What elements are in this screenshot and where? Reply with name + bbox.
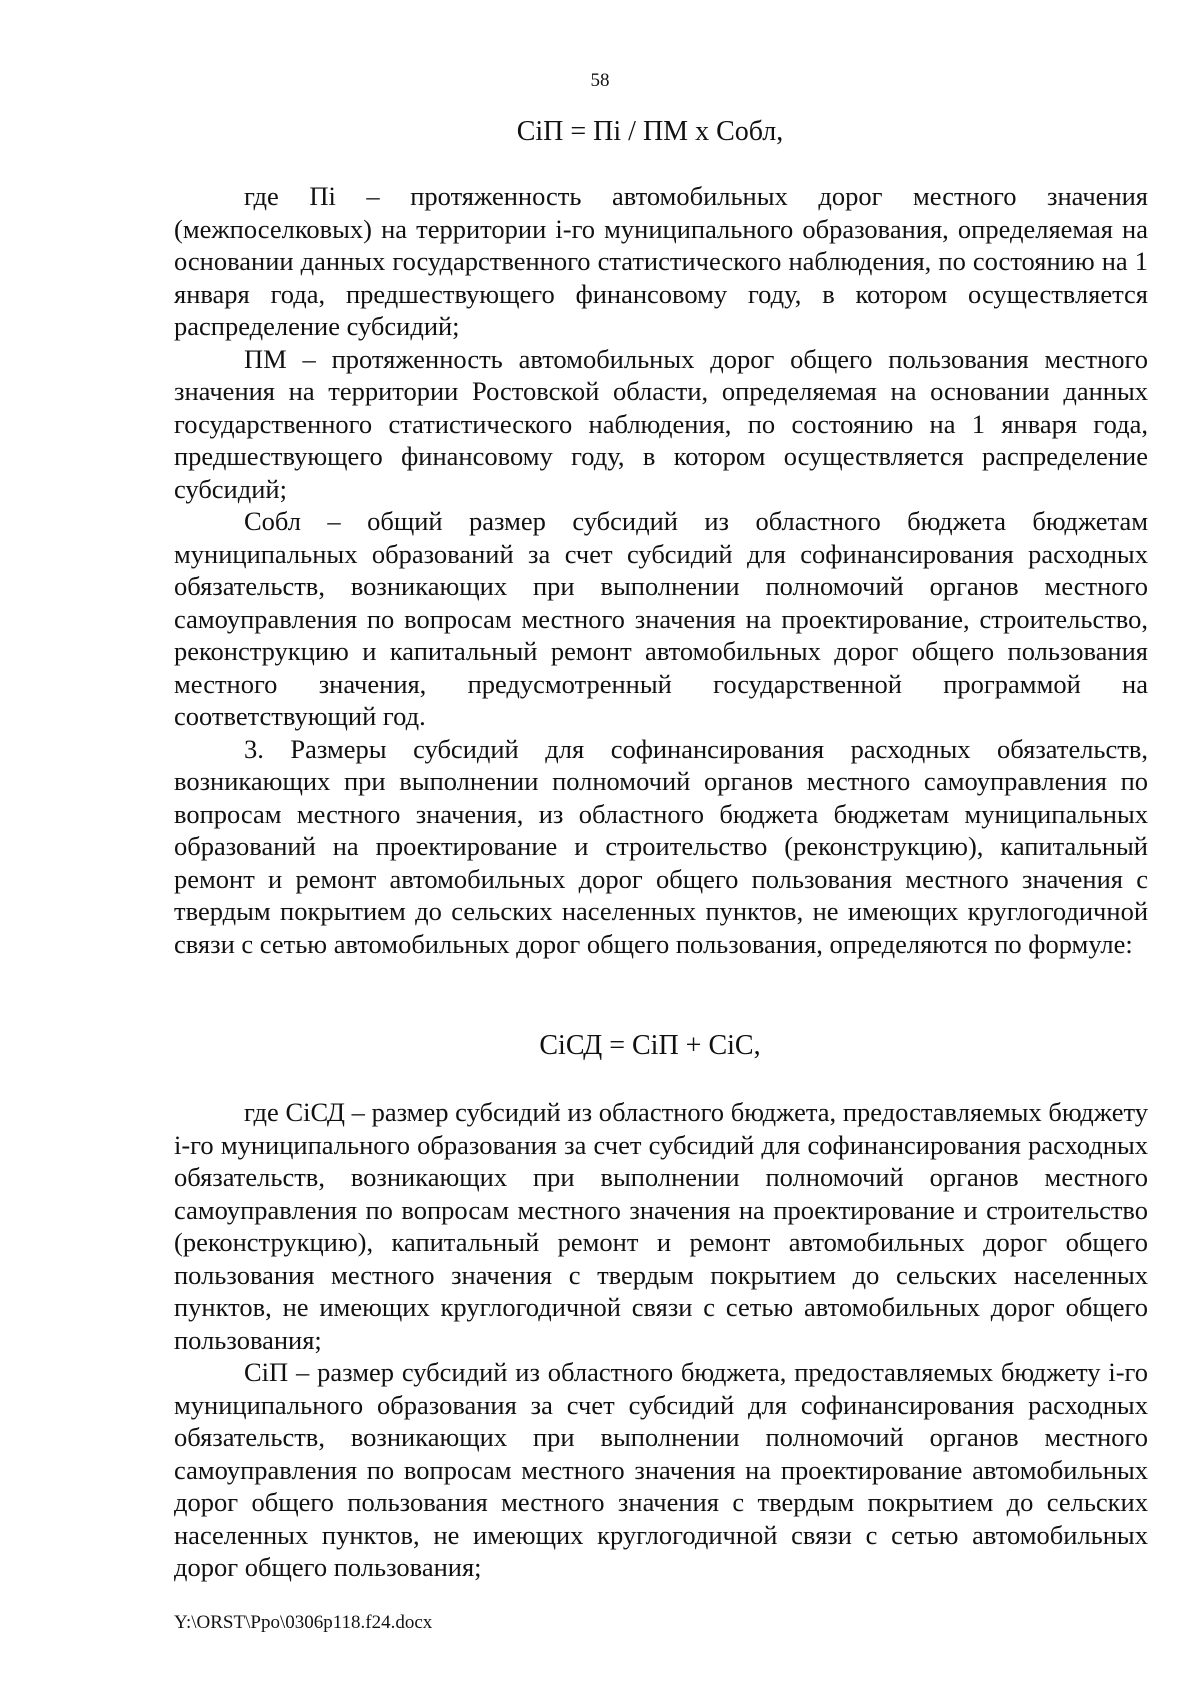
paragraph-sip-definition: СiП – размер субсидий из областного бюджета, предоставляемых бюджету i-го муниципального образования за счет субсидий для софинансирования расходных обязательств, возникающих при выполнении полномочий органов местного самоуправления по вопросам местного значения на проектирование автомобильных дорог общего пользования местного значения с твердым покрытием до сельских населенных пунктов, не имеющих круглогодичной связи с сетью автомобильных дорог общего пользования;	[174, 1357, 1148, 1582]
file-path-footer: Y:\ORST\Ppo\0306p118.f24.docx	[174, 1612, 433, 1633]
paragraph-pm-definition: ПМ – протяженность автомобильных дорог общего пользования местного значения на территории Ростовской области, определяемая на основании данных государственного статистического наблюдения, по состоянию на 1 января года, предшествующего финансовому году, в котором осуществляется распределение субсидий;	[174, 343, 1148, 504]
definitions-block-1	[174, 180, 1148, 960]
paragraph-sobl-definition: Собл – общий размер субсидий из областного бюджета бюджетам муниципальных образований за счет субсидий для софинансирования расходных обязательств, возникающих при выполнении полномочий органов местного самоуправления по вопросам местного значения на проектирование, строительство, реконструкцию и капитальный ремонт автомобильных дорог общего пользования местного значения, предусмотренный государственной программой на соответствующий год.	[174, 506, 1148, 731]
paragraph-item-3: 3. Размеры субсидий для софинансирования расходных обязательств, возникающих при выполнении полномочий органов местного самоуправления по вопросам местного значения, из областного бюджета бюджетам муниципальных образований на проектирование и строительство (реконструкцию), капитальный ремонт и ремонт автомобильных дорог общего пользования местного значения с твердым покрытием до сельских населенных пунктов, не имеющих круглогодичной связи с сетью автомобильных дорог общего пользования, определяются по формуле:	[174, 733, 1148, 959]
definitions-block-2	[174, 1096, 1148, 1584]
formula-subsidy-design: СiП = Пi / ПМ х Собл,	[516, 116, 784, 147]
page-number: 58	[590, 70, 610, 91]
formula-subsidy-total: СiСД = СiП + СiС,	[539, 1030, 761, 1061]
paragraph-pi-definition: где Пi – протяженность автомобильных дорог местного значения (межпоселковых) на территории i-го муниципального образования, определяемая на основании данных государственного статистического наблюдения, по состоянию на 1 января года, предшествующего финансовому году, в котором осуществляется распределение субсидий;	[174, 181, 1148, 341]
paragraph-sisd-definition: где СiСД – размер субсидий из областного бюджета, предоставляемых бюджету i-го муниципального образования за счет субсидий для софинансирования расходных обязательств, возникающих при выполнении полномочий органов местного самоуправления по вопросам местного значения на проектирование и строительство (реконструкцию), капитальный ремонт и ремонт автомобильных дорог общего пользования местного значения с твердым покрытием до сельских населенных пунктов, не имеющих круглогодичной связи с сетью автомобильных дорог общего пользования;	[174, 1097, 1148, 1355]
